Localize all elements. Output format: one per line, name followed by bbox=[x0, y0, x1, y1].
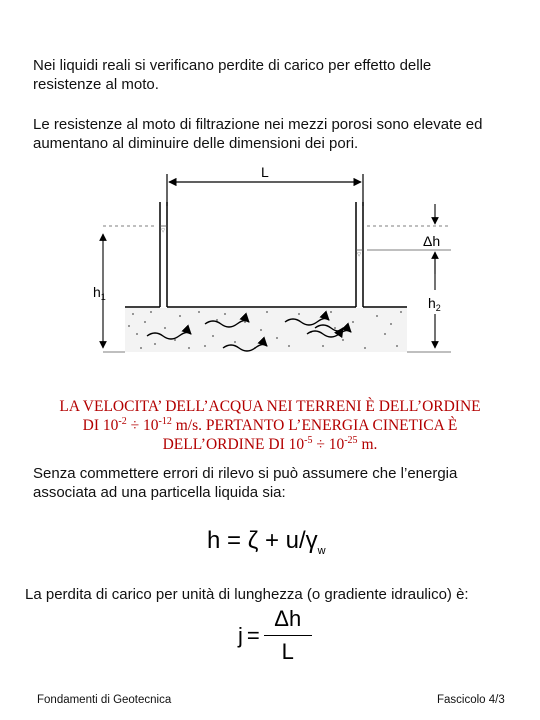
footer-page: Fascicolo 4/3 bbox=[437, 694, 505, 706]
label-dh: Δh bbox=[423, 233, 441, 249]
gradient-formula bbox=[238, 606, 312, 665]
highlight-line-2: DI $10^{-2} \div 10^{-12}$ m/s. PERTANTO L’ENERGIA CINETICA È bbox=[82, 416, 458, 434]
energy-paragraph: Senza commettere errori di rilevo si può assumere che l’energia associata ad una particella liquida sia: bbox=[33, 465, 458, 501]
label-L: L bbox=[261, 164, 269, 180]
label-h1: $h_1$ bbox=[93, 284, 106, 302]
intro-paragraph-2: Le resistenze al moto di filtrazione nei mezzi porosi sono elevate ed aumentano al diminuire delle dimensioni dei pori. bbox=[33, 116, 483, 152]
highlight-line-1: LA VELOCITA’ DELL’ACQUA NEI TERRENI È DELL’ORDINE bbox=[59, 398, 481, 415]
footer-course: Fondamenti di Geotecnica bbox=[37, 694, 172, 706]
gradient-paragraph: La perdita di carico per unità di lunghezza (o gradiente idraulico) è: bbox=[25, 586, 469, 603]
gradient-lhs: j bbox=[238, 622, 243, 648]
gradient-numerator: Δh bbox=[274, 606, 302, 631]
gradient-denominator: L bbox=[281, 639, 294, 664]
intro-paragraph-1: Nei liquidi reali si verificano perdite di carico per effetto delle resistenze al moto. bbox=[33, 57, 432, 93]
left-level-mark-icon: ▽ bbox=[161, 228, 165, 234]
permeameter-diagram bbox=[85, 162, 465, 394]
right-level-mark-icon: ▽ bbox=[357, 252, 361, 258]
fraction-bar bbox=[264, 635, 312, 636]
label-h2: $h_2$ bbox=[428, 295, 441, 313]
highlight-line-3: DELL’ORDINE DI $10^{-5} \div 10^{-25}$ m. bbox=[162, 435, 378, 453]
velocity-highlight bbox=[20, 397, 520, 454]
energy-formula: $h = \zeta + u/\gamma_w$ bbox=[207, 527, 326, 557]
gradient-fraction bbox=[264, 606, 312, 665]
gradient-equals: = bbox=[246, 622, 260, 648]
